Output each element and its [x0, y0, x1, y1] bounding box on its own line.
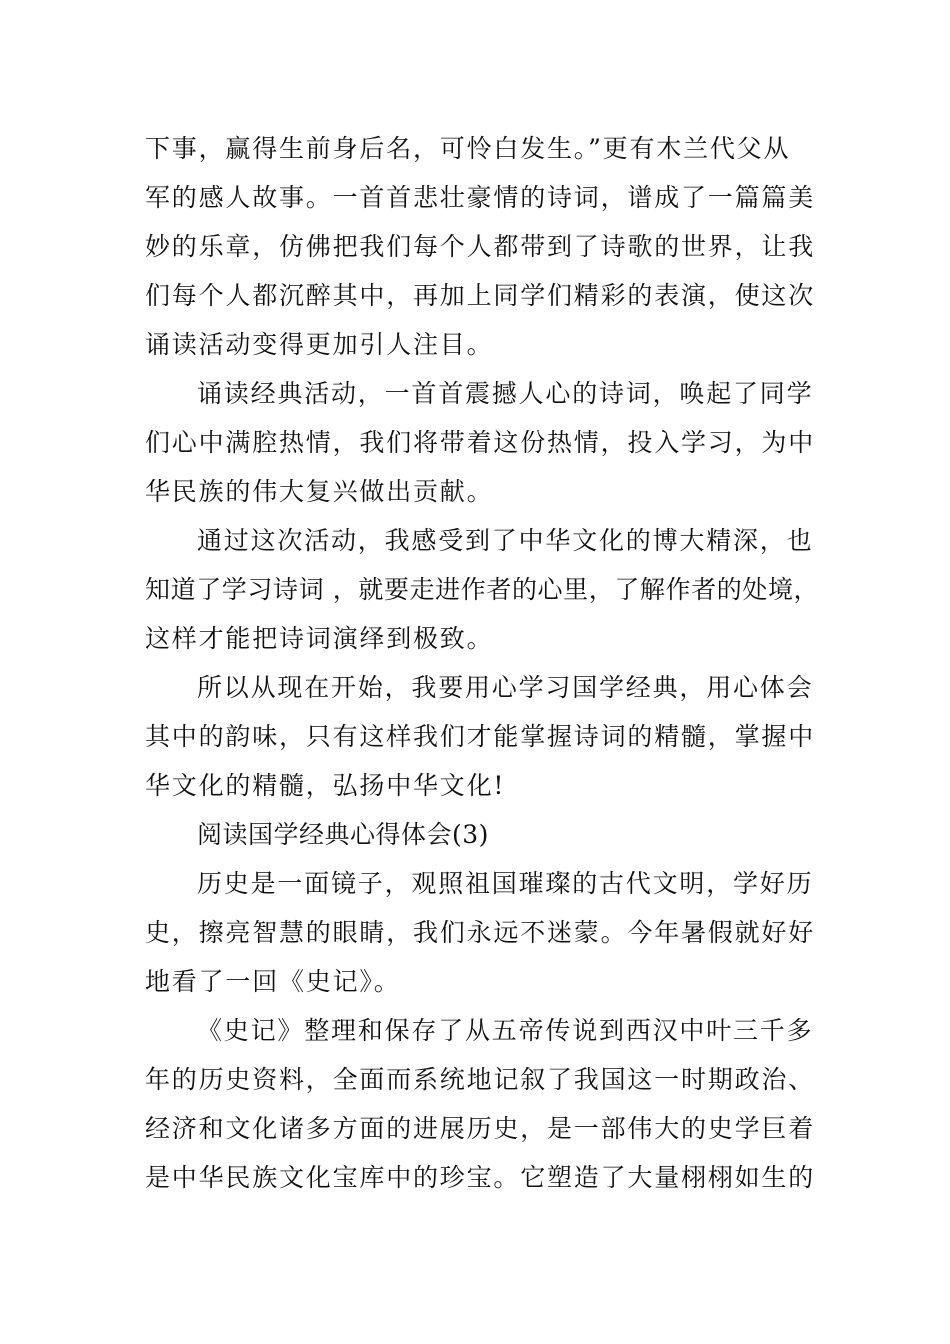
text-line: 知道了学习诗词 ，就要走进作者的心里，了解作者的处境， — [145, 575, 820, 604]
text-line: 妙的乐章，仿佛把我们每个人都带到了诗歌的世界，让我 — [145, 232, 816, 261]
text-line: 下事，赢得生前身后名，可怜白发生。”更有木兰代父从 — [145, 134, 791, 163]
text-line: 这样才能把诗词演绎到极致。 — [145, 624, 494, 653]
paragraph-first-line: 通过这次活动，我感受到了中华文化的博大精深，也 — [197, 526, 814, 555]
text-line: 华文化的精髓，弘扬中华文化! — [145, 771, 506, 800]
paragraph-first-line: 历史是一面镜子，观照祖国璀璨的古代文明，学好历 — [197, 869, 814, 898]
text-line: 们心中满腔热情，我们将带着这份热情，投入学习，为中 — [145, 428, 816, 457]
text-line: 是中华民族文化宝库中的珍宝。它塑造了大量栩栩如生的 — [145, 1163, 816, 1192]
section-heading: 阅读国学经典心得体会(3) — [197, 820, 489, 849]
text-line: 其中的韵味，只有这样我们才能掌握诗词的精髓，掌握中 — [145, 722, 816, 751]
text-line: 年的历史资料，全面而系统地记叙了我国这一时期政治、 — [145, 1065, 816, 1094]
paragraph-first-line: 《史记》整理和保存了从五帝传说到西汉中叶三千多 — [197, 1016, 814, 1045]
text-line: 军的感人故事。一首首悲壮豪情的诗词，谱成了一篇篇美 — [145, 183, 816, 212]
text-line: 诵读活动变得更加引人注目。 — [145, 330, 494, 359]
text-line: 地看了一回《史记》。 — [145, 967, 401, 996]
paragraph-first-line: 诵读经典活动，一首首震撼人心的诗词，唤起了同学 — [197, 379, 814, 408]
text-line: 史，擦亮智慧的眼睛，我们永远不迷蒙。今年暑假就好好 — [145, 918, 816, 947]
paragraph-first-line: 所以从现在开始，我要用心学习国学经典，用心体会 — [197, 673, 814, 702]
text-line: 华民族的伟大复兴做出贡献。 — [145, 477, 494, 506]
document-body — [145, 124, 820, 1202]
text-line: 经济和文化诸多方面的进展历史，是一部伟大的史学巨着 — [145, 1114, 816, 1143]
text-line: 们每个人都沉醉其中，再加上同学们精彩的表演，使这次 — [145, 281, 816, 310]
